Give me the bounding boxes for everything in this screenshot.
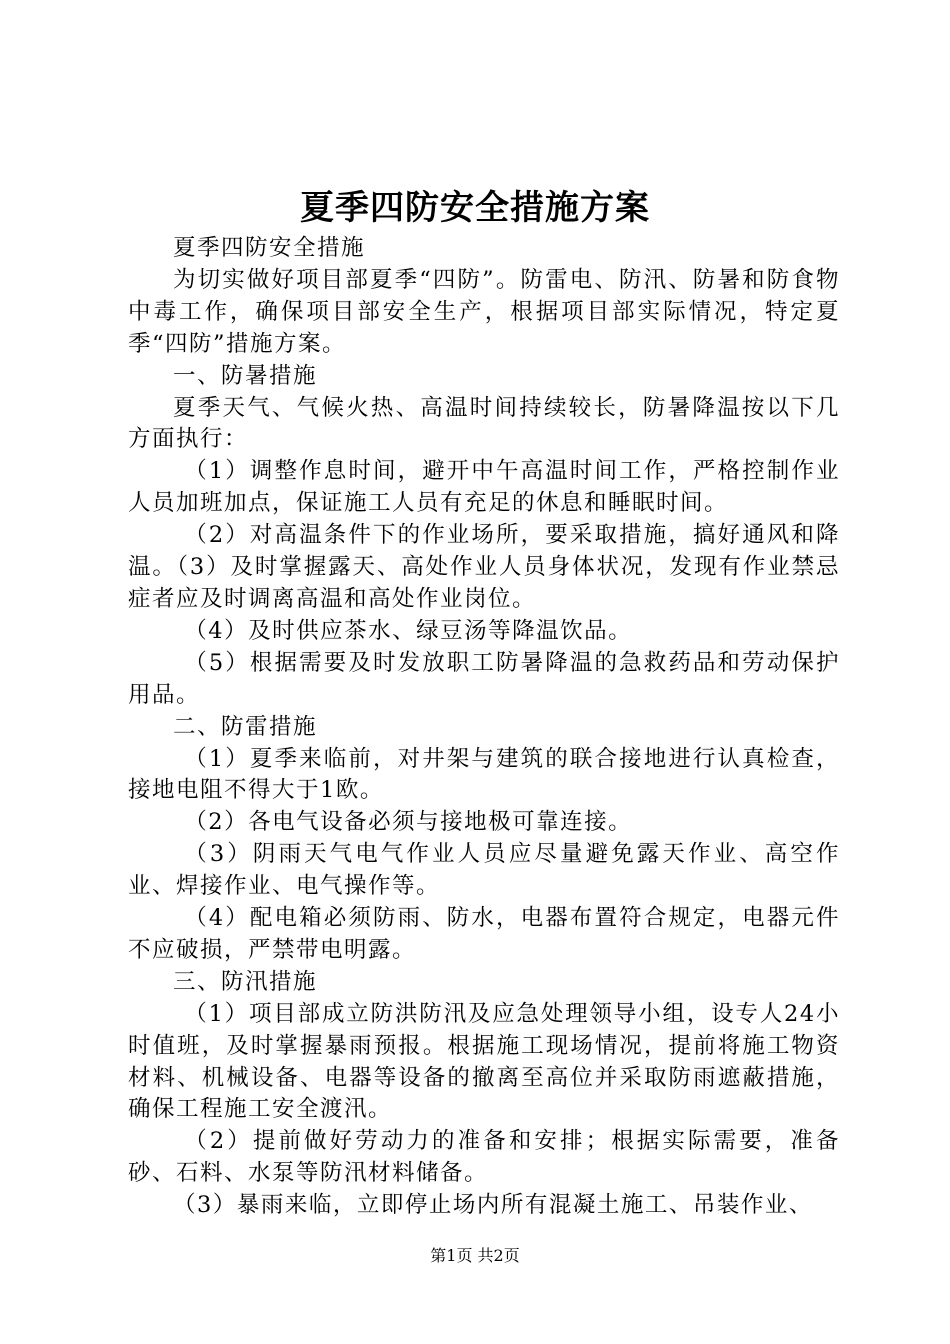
section-heading-heat: 一、防暑措施 [173,362,318,389]
paragraph-heat-item-5: （5）根据需要及时发放职工防暑降温的急救药品和劳动保护用品。 [128,649,840,708]
document-title: 夏季四防安全措施方案 [300,188,650,228]
paragraph-heat-item-2-3: （2）对高温条件下的作业场所，要采取措施，搞好通风和降温。（3）及时掌握露天、高处作业人员身体状况，发现有作业禁忌症者应及时调离高温和高处作业岗位。 [128,522,840,612]
paragraph-intro: 为切实做好项目部夏季“四防”。防雷电、防汛、防暑和防食物中毒工作，确保项目部安全生产，根据项目部实际情况，特定夏季“四防”措施方案。 [128,266,840,357]
paragraph-lightning-item-1: （1）夏季来临前，对井架与建筑的联合接地进行认真检查，接地电阻不得大于1欧。 [128,745,840,804]
section-heading-flood: 三、防汛措施 [173,968,318,995]
paragraph-flood-item-1: （1）项目部成立防洪防汛及应急处理领导小组，设专人24小时值班，及时掌握暴雨预报。根据施工现场情况，提前将施工物资材料、机械设备、电器等设备的撤离至高位并采取防雨遮蔽措施，确保工程施工安全渡汛。 [128,1000,840,1123]
paragraph-lightning-item-4: （4）配电箱必须防雨、防水，电器布置符合规定，电器元件不应破损，严禁带电明露。 [128,905,840,963]
paragraph-subtitle: 夏季四防安全措施 [173,235,366,261]
paragraph-flood-item-3: （3）暴雨来临，立即停止场内所有混凝土施工、吊装作业、 [173,1192,813,1219]
paragraph-heat-item-1: （1）调整作息时间，避开中午高温时间工作，严格控制作业人员加班加点，保证施工人员有充足的休息和睡眠时间。 [128,458,840,517]
paragraph-flood-item-2: （2）提前做好劳动力的准备和安排；根据实际需要，准备砂、石料、水泵等防汛材料储备。 [128,1128,840,1187]
page-footer: 第1页 共2页 [430,1246,520,1265]
paragraph-lightning-item-2: （2）各电气设备必须与接地极可靠连接。 [184,809,633,836]
paragraph-heat-intro: 夏季天气、气候火热、高温时间持续较长，防暑降温按以下几方面执行： [128,394,840,453]
section-heading-lightning: 二、防雷措施 [173,713,318,740]
paragraph-lightning-item-3: （3）阴雨天气电气作业人员应尽量避免露天作业、高空作业、焊接作业、电气操作等。 [128,841,840,900]
paragraph-heat-item-4: （4）及时供应茶水、绿豆汤等降温饮品。 [184,617,633,644]
document-body [128,233,840,1222]
